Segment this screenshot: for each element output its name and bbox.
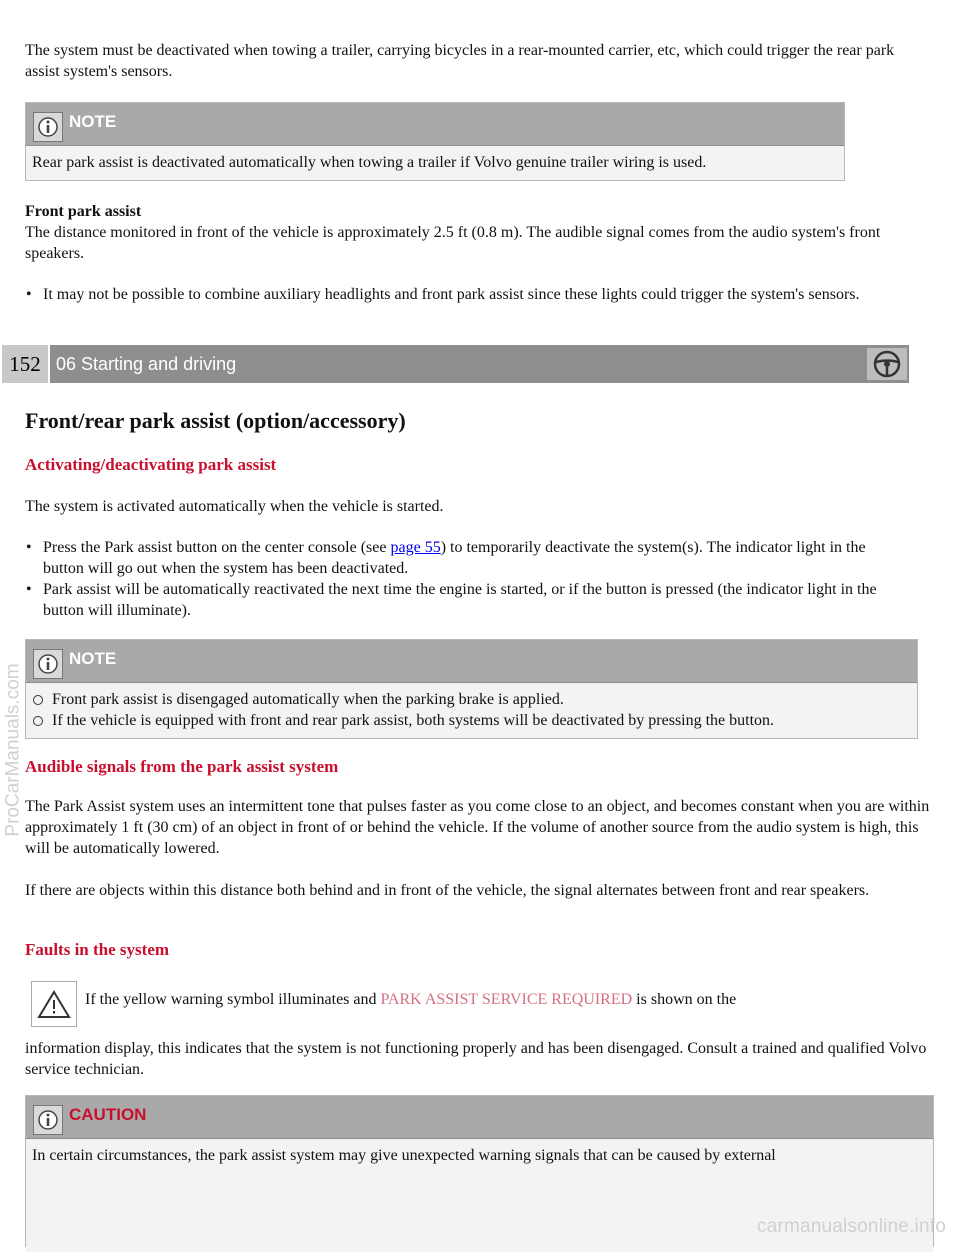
note-header — [26, 640, 917, 683]
caution-label: CAUTION — [69, 1105, 147, 1124]
activating-bullet-1: • Press the Park assist button on the center console (see page 55) to temporarily deactivate the system(s). The indicator light in the button will go out when the system has been deactivated. — [25, 537, 903, 579]
front-park-title: Front park assist — [25, 203, 142, 220]
audible-paragraph-1: The Park Assist system uses an intermittent tone that pulses faster as you come close to an object, and becomes constant when you are within approximately 1 ft (30 cm) of an object in front of or behind the vehicle. If the volume of another source from the audio system is high, this will be automatically lowered. — [25, 798, 930, 857]
page-55-link[interactable]: page 55 — [390, 539, 441, 556]
note-label: NOTE — [69, 112, 117, 131]
note-body — [26, 683, 917, 738]
info-icon — [33, 1105, 63, 1135]
audible-paragraph-2: If there are objects within this distance both behind and in front of the vehicle, the signal alternates between front and rear speakers. — [25, 882, 870, 899]
front-park-text: The distance monitored in front of the vehicle is approximately 2.5 ft (0.8 m). The audible signal comes from the audio system's front speakers. — [25, 224, 881, 262]
list-item: If the vehicle is equipped with front and rear park assist, both systems will be deactivated by pressing the button. — [30, 710, 911, 731]
service-message: PARK ASSIST SERVICE REQUIRED — [380, 991, 633, 1008]
page-number: 152 — [2, 345, 48, 383]
note-body: Rear park assist is deactivated automatically when towing a trailer if Volvo genuine trailer wiring is used. — [26, 146, 844, 180]
footer-watermark: carmanualsonline.info — [756, 1216, 946, 1237]
chapter-title: 06 Starting and driving — [50, 345, 909, 383]
info-icon — [33, 649, 63, 679]
audible-heading: Audible signals from the park assist system — [25, 757, 339, 776]
note-header — [26, 103, 844, 146]
info-icon — [33, 112, 63, 142]
note-box-1 — [25, 102, 845, 181]
side-watermark: ProCarManuals.com — [2, 663, 24, 837]
caution-header — [26, 1096, 933, 1139]
note-box-2 — [25, 639, 918, 739]
activating-text: The system is activated automatically when the vehicle is started. — [25, 498, 444, 515]
steering-wheel-icon — [867, 348, 907, 380]
faults-line-1: If the yellow warning symbol illuminates and PARK ASSIST SERVICE REQUIRED is shown on the — [85, 991, 737, 1008]
intro-paragraph: The system must be deactivated when towing a trailer, carrying bicycles in a rear-mounted carrier, etc, which could trigger the rear park assist system's sensors. — [25, 42, 895, 80]
chapter-header — [2, 345, 909, 383]
faults-heading: Faults in the system — [25, 940, 170, 959]
faults-line-2: information display, this indicates that the system is not functioning properly and has been disengaged. Consult a trained and qualified Volvo service technician. — [25, 1040, 927, 1078]
note-label: NOTE — [69, 649, 117, 668]
activating-heading: Activating/deactivating park assist — [25, 455, 277, 474]
warning-triangle-icon — [31, 981, 77, 1027]
activating-bullet-2: • Park assist will be automatically reactivated the next time the engine is started, or if the button is pressed (the indicator light in the button will illuminate). — [25, 579, 903, 621]
list-item: Front park assist is disengaged automatically when the parking brake is applied. — [30, 689, 911, 710]
section-title: Front/rear park assist (option/accessory) — [25, 408, 406, 433]
caution-body: In certain circumstances, the park assist system may give unexpected warning signals that can be caused by external — [26, 1139, 933, 1252]
front-park-bullet: • It may not be possible to combine auxiliary headlights and front park assist since these lights could trigger the system's sensors. — [25, 284, 913, 305]
